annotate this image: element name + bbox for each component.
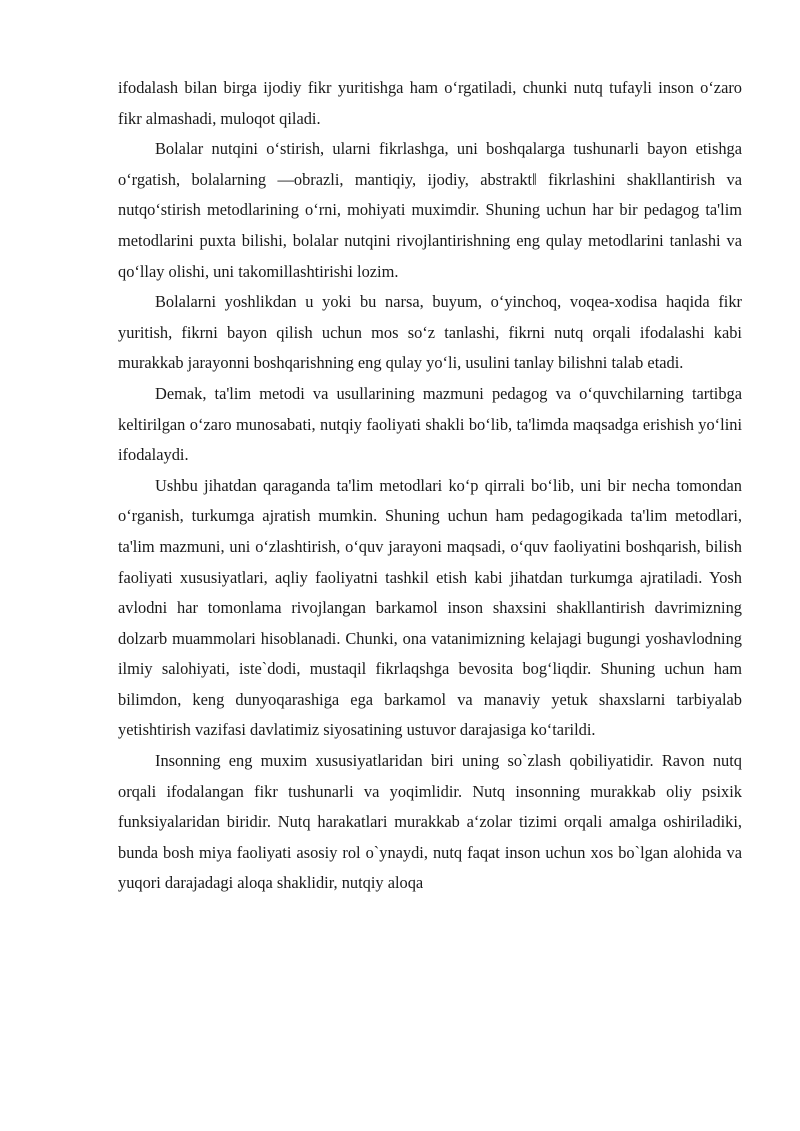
paragraph-2: Bolalar nutqini o‘stirish, ularni fikrlashga, uni boshqalarga tushunarli bayon etishga o‘rgatish, bolalarning ―obrazli, mantiqiy, ijodiy, abstrakt‖ fikrlashini shakllantirish va nutqo‘stirish metodlarining o‘rni, mohiyati muximdir. Shuning uchun har bir pedagog ta'lim metodlarini puxta bilishi, bolalar nutqini rivojlantirishning eng qulay metodlarini tanlashi va qo‘llay olishi, uni takomillashtirishi lozim. (118, 139, 742, 281)
body-text (118, 73, 742, 899)
paragraph-4: Demak, ta'lim metodi va usullarining mazmuni pedagog va o‘quvchilarning tartibga keltirilgan o‘zaro munosabati, nutqiy faoliyati shakli bo‘lib, ta'limda maqsadga erishish yo‘lini ifodalaydi. (118, 383, 742, 465)
paragraph-3: Bolalarni yoshlikdan u yoki bu narsa, buyum, o‘yinchoq, voqea-xodisa haqida fikr yuritish, fikrni bayon qilish uchun mos so‘z tanlashi, fikrni nutq orqali ifodalashi kabi murakkab jarayonni boshqarishning eng qulay yo‘li, usulini tanlay bilishni talab etadi. (118, 292, 742, 373)
paragraph-1: ifodalash bilan birga ijodiy fikr yuritishga ham o‘rgatiladi, chunki nutq tufayli inson o‘zaro fikr almashadi, muloqot qiladi. (118, 78, 742, 128)
paragraph-5: Ushbu jihatdan qaraganda ta'lim metodlari ko‘p qirrali bo‘lib, uni bir necha tomondan o‘rganish, turkumga ajratish mumkin. Shuning uchun ham pedagogikada ta'lim metodlari, ta'lim mazmuni, uni o‘zlashtirish, o‘quv jarayoni maqsadi, o‘quv faoliyatini boshqarish, bilish faoliyati xususiyatlari, aqliy faoliyatni tashkil etish kabi jihatdan turkumga ajratiladi. Yosh avlodni har tomonlama rivojlangan barkamol inson shaxsini shakllantirish davrimizning dolzarb muammolari hisoblanadi. Chunki, ona vatanimizning kelajagi bugungi yoshavlodning ilmiy salohiyati, iste`dodi, mustaqil fikrlaqshga bevosita bog‘liqdir. Shuning uchun ham bilimdon, keng dunyoqarashiga ega barkamol va manaviy yetuk shaxslarni tarbiyalab yetishtirish vazifasi davlatimiz siyosatining ustuvor darajasiga ko‘tarildi. (118, 475, 742, 740)
paragraph-6: Insonning eng muxim xususiyatlaridan biri uning so`zlash qobiliyatidir. Ravon nutq orqali ifodalangan fikr tushunarli va yoqimlidir. Nutq insonning murakkab oliy psixik funksiyalaridan biridir. Nutq harakatlari murakkab a‘zolar tizimi orqali amalga oshiriladiki, bunda bosh miya faoliyati asosiy rol o`ynaydi, nutq faqat inson uchun xos bo`lgan alohida va yuqori darajadagi aloqa shaklidir, nutqiy aloqa (118, 751, 742, 893)
